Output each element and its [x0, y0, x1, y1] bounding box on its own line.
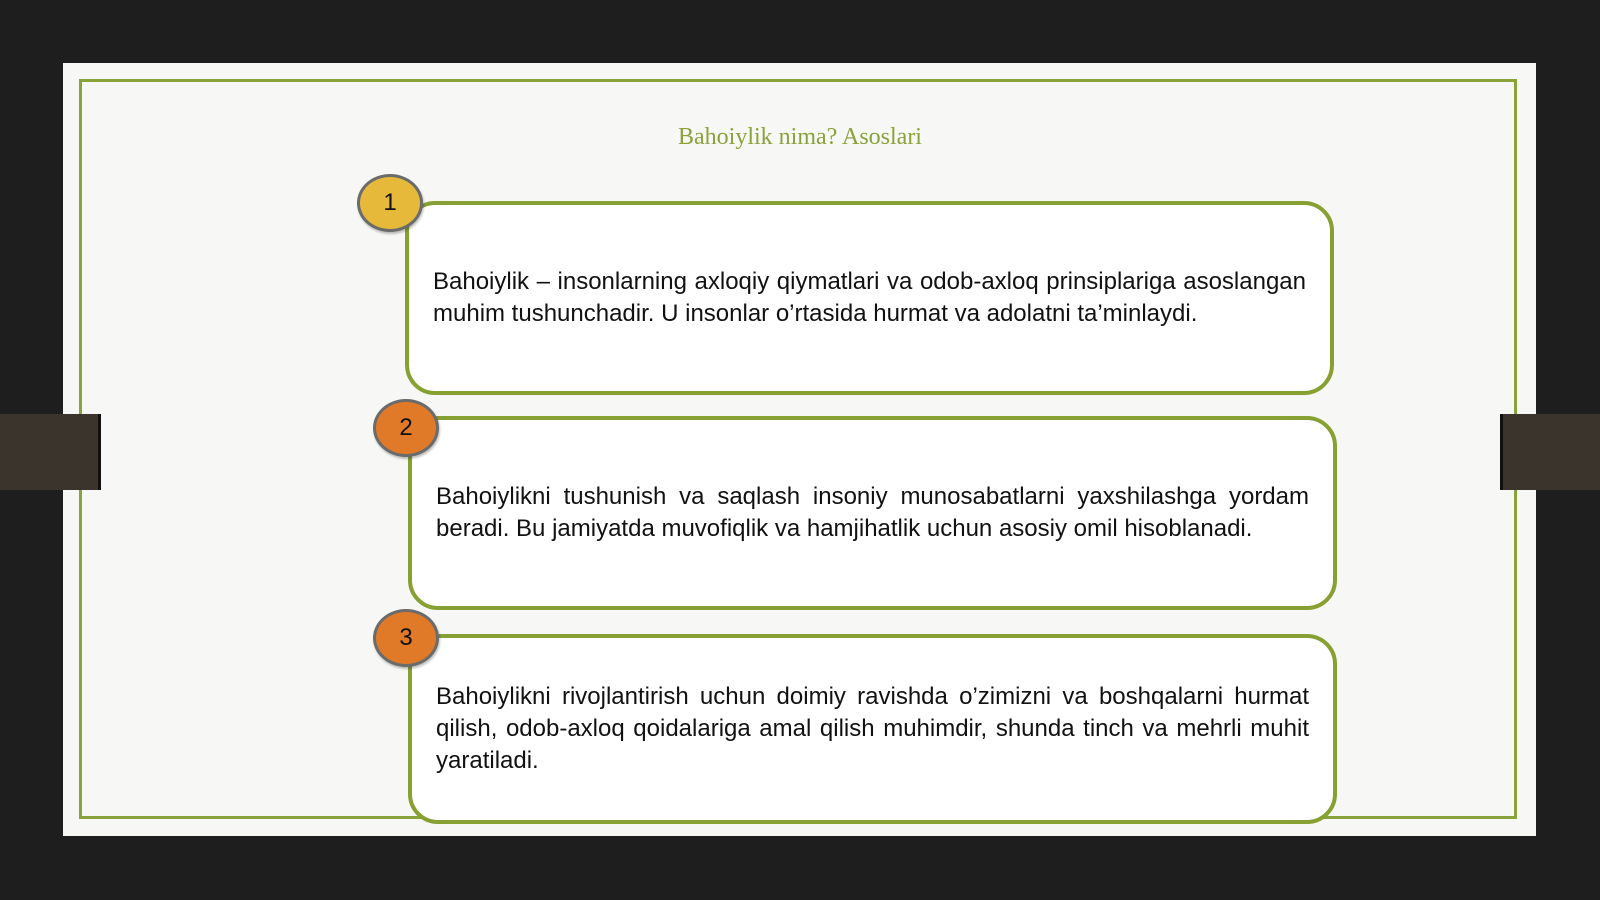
content-card-3: [408, 634, 1337, 824]
number-badge-1: 1: [357, 174, 423, 232]
content-card-2: [408, 416, 1337, 610]
slide-title: Bahoiylik nima? Asoslari: [678, 124, 922, 150]
number-badge-2: 2: [373, 399, 439, 457]
content-card-text: Bahoiylikni tushunish va saqlash insoniy munosabatlarni yaxshilashga yordam beradi. Bu jamiyatda muvofiqlik va hamjihatlik uchun asosiy omil hisoblanadi.: [436, 483, 1309, 542]
number-badge-3: 3: [373, 609, 439, 667]
next-slide-handle[interactable]: [1500, 414, 1600, 490]
content-card-1: [405, 201, 1334, 395]
content-card-text: Bahoiylikni rivojlantirish uchun doimiy ravishda o’zimizni va boshqalarni hurmat qilish, odob-axloq qoidalariga amal qilish muhimdir, shunda tinch va mehrli muhit yaratiladi.: [436, 683, 1309, 774]
previous-slide-handle[interactable]: [0, 414, 101, 490]
content-card-text: Bahoiylik – insonlarning axloqiy qiymatlari va odob-axloq prinsiplariga asoslangan muhim tushunchadir. U insonlar o’rtasida hurmat va adolatni ta’minlaydi.: [433, 268, 1306, 327]
